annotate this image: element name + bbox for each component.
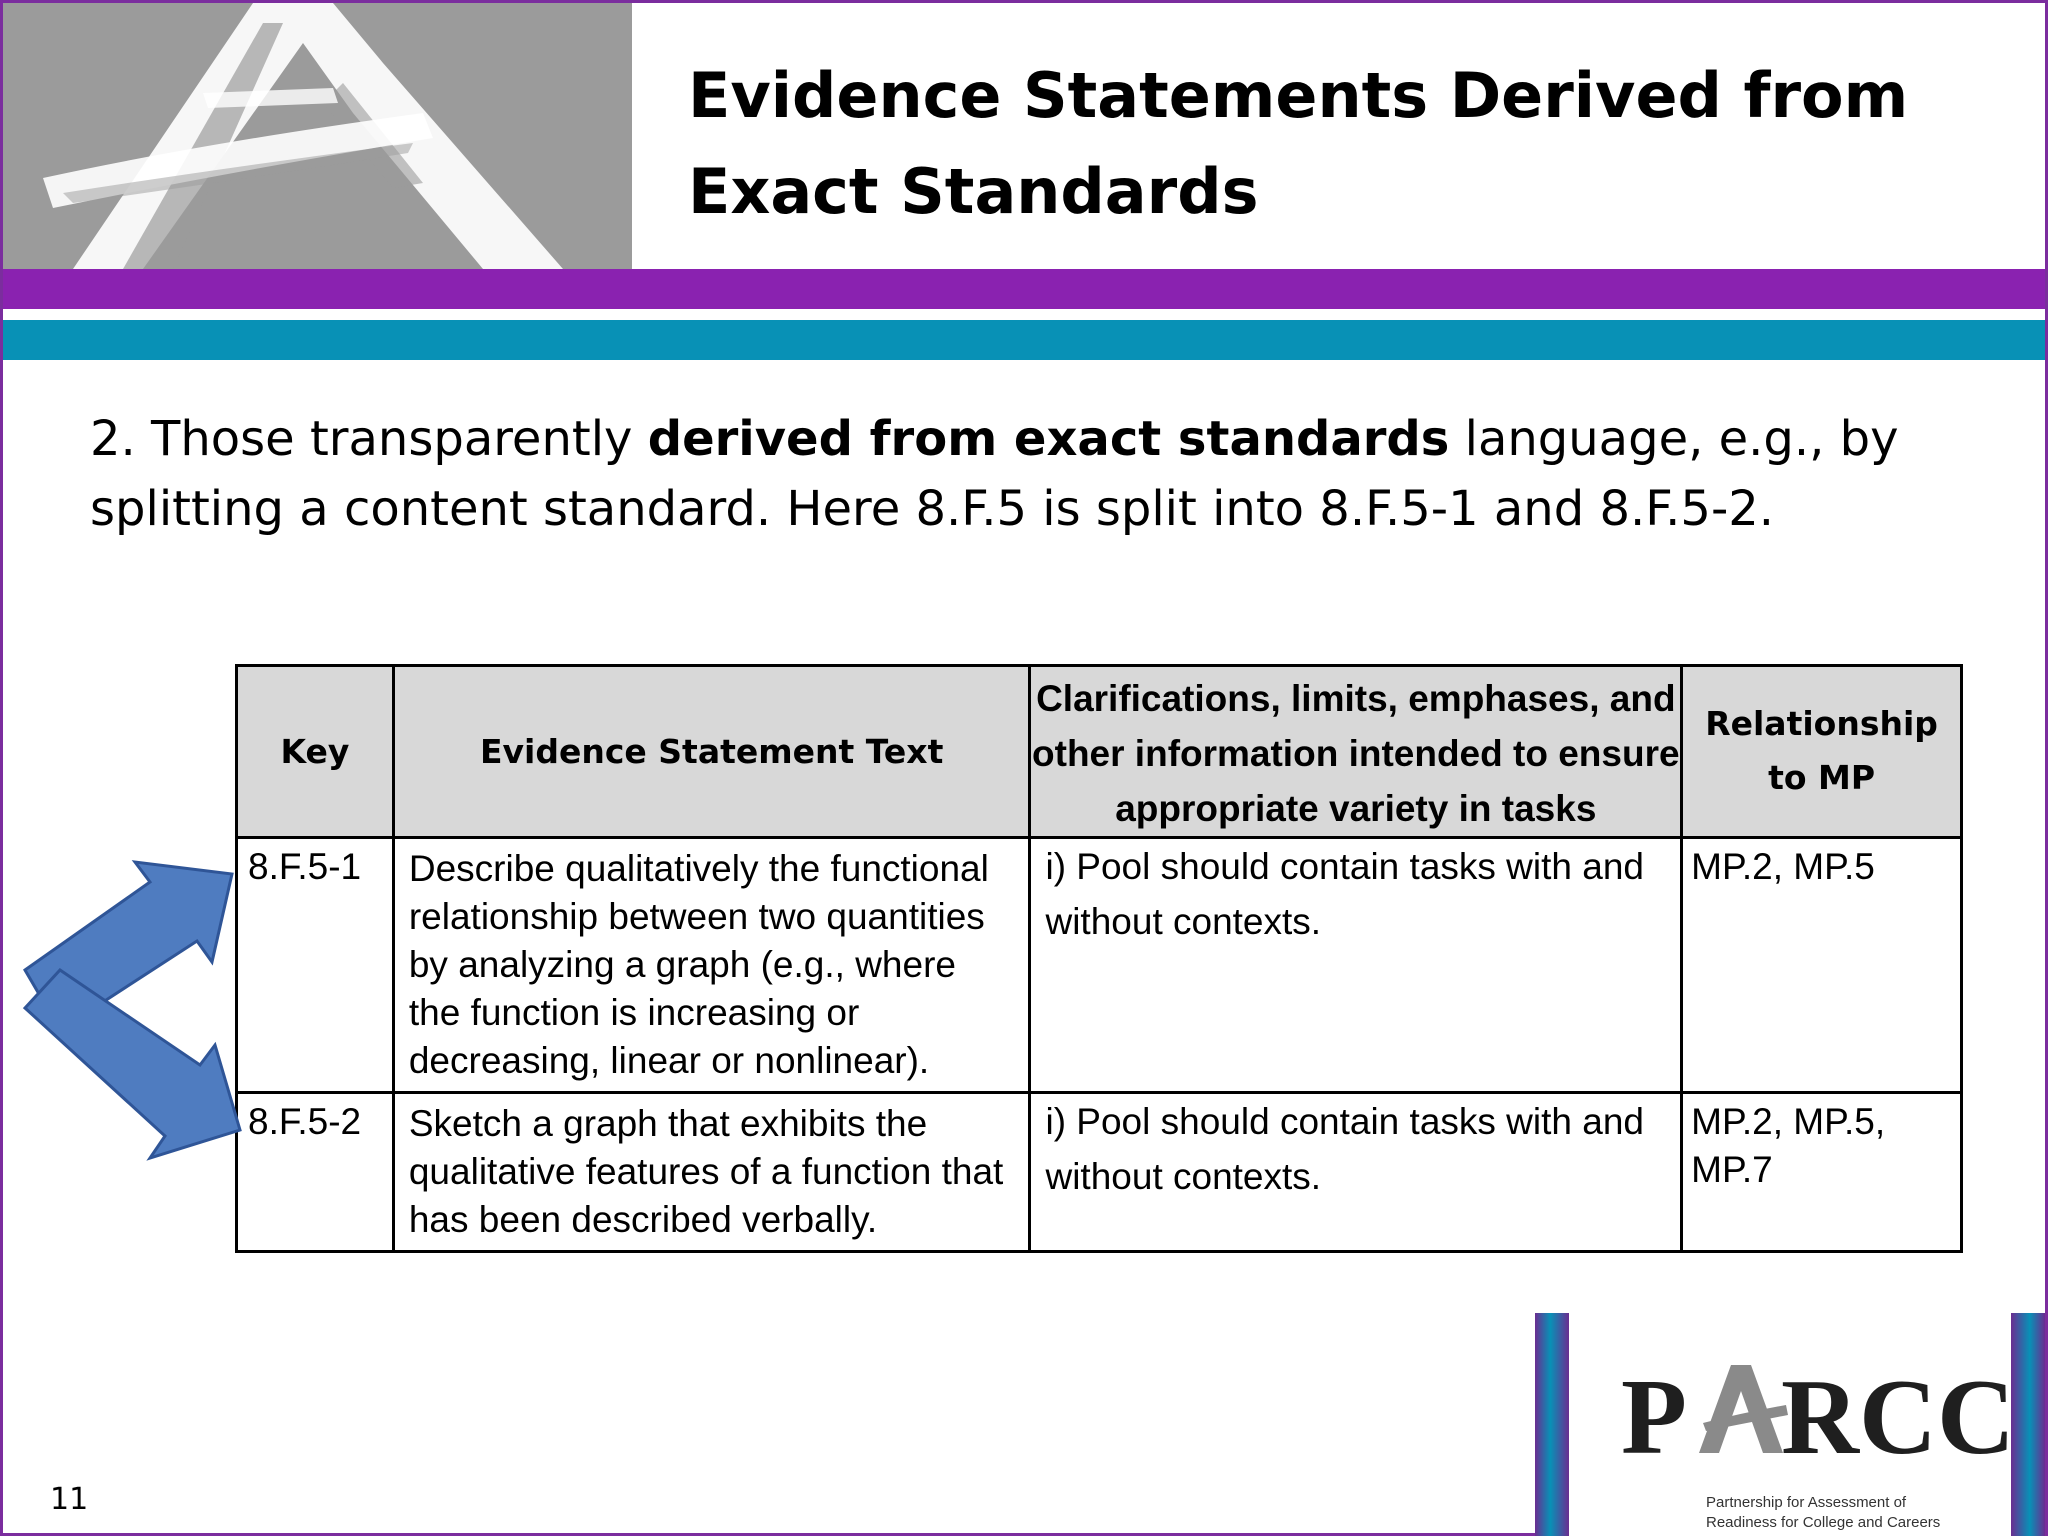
row-evidence-text: Sketch a graph that exhibits the qualitative features of a function that has been described verbally. [393,1093,1030,1252]
header-clarifications: Clarifications, limits, emphases, and other information intended to ensure appropriate variety in tasks [1030,666,1682,838]
row-key: 8.F.5-1 [237,838,394,1093]
row-evidence-text: Describe qualitatively the functional relationship between two quantities by analyzing a graph (e.g., where the function is increasing or decreasing, linear or nonlinear). [393,838,1030,1093]
row-relationship: MP.2, MP.5, MP.7 [1682,1093,1962,1252]
header-key: Key [237,666,394,838]
header-evidence-text: Evidence Statement Text [393,666,1030,838]
logo-letter-p: P [1621,1358,1687,1477]
logo-stripe-left [1535,1313,1569,1536]
intro-text-2: language, e.g., by splitting a content standard. Here 8.F.5 is split into 8.F.5-1 and 8.F.5-2. [90,411,1899,537]
table-row [237,838,1962,1093]
parcc-logo [1535,1313,2045,1536]
purple-band [3,269,2045,309]
logo-tagline-2: Readiness for College and Careers [1706,1514,1941,1531]
row-clarifications: i) Pool should contain tasks with and without contexts. [1030,1093,1682,1252]
split-arrows [0,840,250,1170]
logo-stripe-right [2011,1313,2045,1536]
intro-bold-text: derived from exact standards [647,411,1450,467]
header-relationship: Relationship to MP [1682,666,1962,838]
table-header-row [237,666,1962,838]
intro-text-1: 2. Those transparently [90,411,648,467]
lower-arrow-icon [25,970,240,1158]
row-clarifications: i) Pool should contain tasks with and without contexts. [1030,838,1682,1093]
brush-a-logo [3,3,632,269]
intro-paragraph [90,404,1990,544]
logo-tagline-1: Partnership for Assessment of [1706,1494,1907,1511]
page-number: 11 [50,1482,89,1517]
slide-title: Evidence Statements Derived from Exact Standards [688,59,1909,228]
teal-band [3,320,2045,360]
table-row [237,1093,1962,1252]
row-key: 8.F.5-2 [237,1093,394,1252]
evidence-table [235,664,1963,1253]
row-relationship: MP.2, MP.5 [1682,838,1962,1093]
logo-wordmark-rest: RCC [1781,1358,2015,1477]
